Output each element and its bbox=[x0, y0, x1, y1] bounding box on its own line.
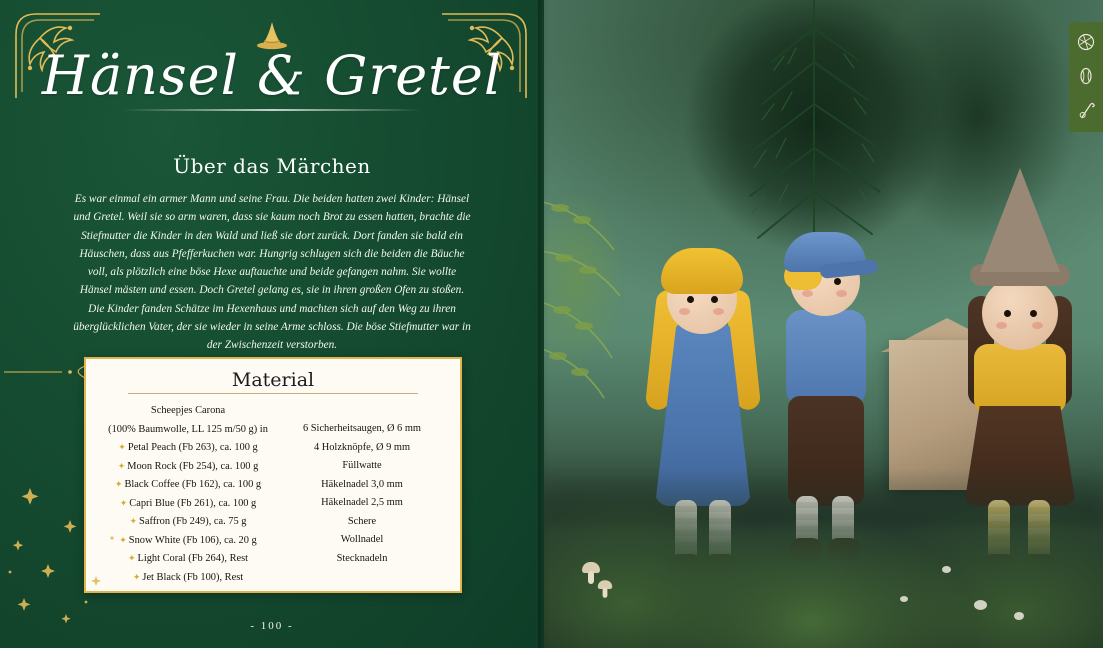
doll-haensel-shirt bbox=[786, 310, 866, 406]
material-item: Stecknadeln bbox=[336, 552, 388, 564]
mushroom bbox=[598, 580, 612, 598]
material-item: Häkelnadel 3,0 mm bbox=[321, 478, 403, 490]
page-number: - 100 - bbox=[250, 620, 294, 632]
material-item bbox=[104, 550, 272, 569]
title-underline bbox=[122, 109, 422, 111]
material-item: Häkelnadel 2,5 mm bbox=[321, 497, 403, 509]
material-rule bbox=[128, 393, 419, 394]
tale-text: Es war einmal ein armer Mann und seine Frau. Die beiden hatten zwei Kinder: Hänsel und Gretel. Weil sie so arm waren, dass sie kaum noch Brot zu essen hatten, brachte die Stiefmutter die Kinder in den Wald und ließ sie dort zurück. Dort fanden sie bald ein Häuschen, dass aus Pfefferkuchen war. Hungrig schlugen sich die beiden die Bäuche voll, als plötzlich eine böse Hexe auftauchte und beide gefangen nahm. Sie wollte Hänsel mästen und essen. Doch Gretel gelang es, sie in ihren großen Ofen zu stoßen. Die Kinder fanden Schätze im Hexenhaus und machten sich auf den Weg zu ihren überglücklichen Vater, der sie wieder in seine Arme schloss. Die böse Stiefmutter war in der Zwischenzeit verstorben. bbox=[73, 193, 471, 352]
material-item-text: Moon Rock (Fb 254), ca. 100 g bbox=[127, 460, 259, 472]
side-tab-strip[interactable] bbox=[1069, 22, 1103, 132]
doll-witch-bodice bbox=[974, 344, 1066, 414]
material-right-column bbox=[278, 402, 446, 587]
material-box bbox=[84, 357, 462, 593]
material-item-text: Black Coffee (Fb 162), ca. 100 g bbox=[124, 479, 262, 491]
bullet-star-icon: ✦ bbox=[117, 460, 126, 471]
material-item-text: Petal Peach (Fb 263), ca. 100 g bbox=[127, 442, 258, 454]
material-item: Wollnadel bbox=[340, 534, 384, 546]
left-page bbox=[0, 0, 544, 648]
material-item bbox=[104, 439, 272, 458]
material-item bbox=[104, 458, 272, 477]
tale-block bbox=[0, 140, 544, 384]
bullet-star-icon: ✦ bbox=[119, 534, 127, 545]
material-item-text: Jet Black (Fb 100), Rest bbox=[142, 571, 244, 583]
yarn-skein-icon[interactable] bbox=[1076, 66, 1096, 86]
material-item bbox=[104, 402, 272, 421]
bullet-star-icon: ✦ bbox=[127, 553, 136, 564]
bullet-star-icon: ✦ bbox=[118, 442, 126, 453]
doll-eye bbox=[687, 296, 694, 303]
doll-cheek bbox=[996, 322, 1007, 329]
pebble bbox=[900, 596, 908, 602]
material-item-text: Light Coral (Fb 264), Rest bbox=[137, 553, 249, 565]
material-item-text: Saffron (Fb 249), ca. 75 g bbox=[139, 516, 247, 528]
mushroom-stem bbox=[603, 587, 608, 597]
doll-cheek bbox=[802, 290, 813, 297]
material-item bbox=[104, 476, 272, 495]
material-item: Füllwatte bbox=[342, 460, 382, 472]
material-item-text: Snow White (Fb 106), ca. 20 g bbox=[128, 534, 257, 546]
moss-foreground bbox=[544, 468, 1103, 648]
material-left-column bbox=[100, 402, 272, 587]
doll-eye bbox=[834, 278, 841, 285]
material-columns bbox=[100, 402, 446, 587]
material-item bbox=[104, 495, 272, 514]
material-item-text: Scheepjes Carona bbox=[150, 405, 226, 416]
material-item: Schere bbox=[347, 515, 377, 527]
mushroom-stem bbox=[588, 571, 594, 584]
doll-cheek bbox=[1032, 322, 1043, 329]
doll-eye bbox=[1030, 310, 1037, 317]
pebble bbox=[1014, 612, 1024, 620]
pebble bbox=[942, 566, 951, 573]
bullet-star-icon: ✦ bbox=[114, 479, 123, 490]
yarn-ball-icon[interactable] bbox=[1076, 32, 1096, 52]
bullet-star-icon: ✦ bbox=[119, 497, 128, 508]
material-item-text: (100% Baumwolle, LL 125 m/50 g) in bbox=[108, 423, 268, 435]
page-title: Hänsel & Gretel bbox=[41, 44, 503, 107]
doll-cheek bbox=[713, 308, 724, 315]
material-item-text: Capri Blue (Fb 261), ca. 100 g bbox=[129, 497, 257, 509]
pebble bbox=[974, 600, 987, 610]
crochet-hook-icon[interactable] bbox=[1076, 100, 1096, 120]
material-item bbox=[104, 532, 272, 551]
doll-eye bbox=[711, 296, 718, 303]
section-heading: Über das Märchen bbox=[173, 154, 371, 178]
material-item bbox=[104, 569, 272, 588]
material-item bbox=[104, 513, 272, 532]
doll-cheek bbox=[836, 290, 847, 297]
doll-witch-hat bbox=[980, 168, 1060, 272]
material-item: 6 Sicherheitsaugen, Ø 6 mm bbox=[302, 423, 422, 434]
doll-witch-head bbox=[982, 276, 1058, 350]
material-item bbox=[104, 421, 272, 440]
material-title: Material bbox=[231, 369, 315, 391]
bullet-star-icon: ✦ bbox=[129, 516, 138, 527]
right-page-photo bbox=[544, 0, 1103, 648]
doll-eye bbox=[1004, 310, 1011, 317]
bullet-star-icon: ✦ bbox=[132, 571, 141, 582]
title-block bbox=[0, 46, 544, 111]
material-item: 4 Holzknöpfe, Ø 9 mm bbox=[313, 441, 411, 453]
doll-gretel-hat bbox=[661, 248, 743, 294]
doll-cheek bbox=[679, 308, 690, 315]
